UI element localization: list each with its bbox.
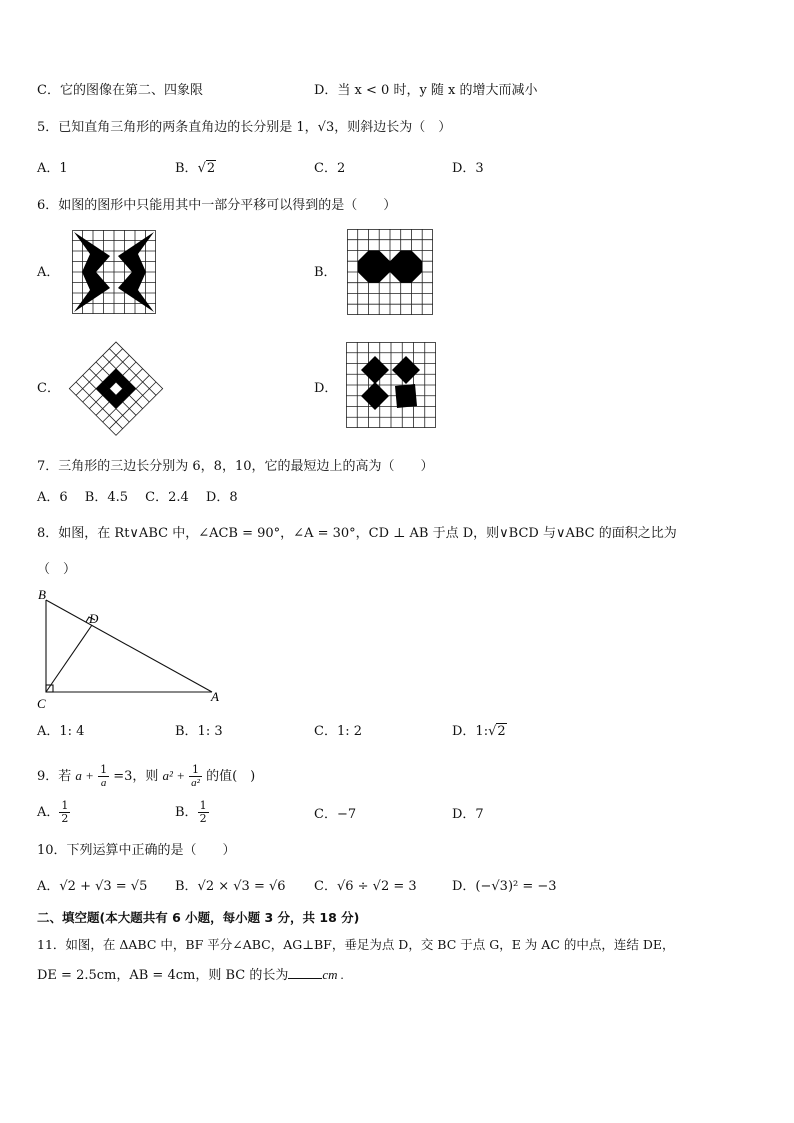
q9-fraction-2-num: 1 [189,764,202,777]
q6-stem: 6．如图的图形中只能用其中一部分平移可以得到的是（ ） [37,198,397,213]
q9-stem [37,763,255,790]
q6-figure-a [72,230,156,314]
q9-fraction-1-num: 1 [100,763,108,776]
q6-option-d: D． [314,381,338,396]
q8-option-d-label: D．1: [452,724,489,739]
q9-stem-suffix: 的值( ) [206,769,256,784]
q8-option-b: B．1: 3 [175,724,223,739]
q9-fraction-1 [98,764,109,789]
q6-figure-b [347,229,433,315]
q9-fraction-1-den: a [100,777,107,789]
q8-option-c: C．1: 2 [314,724,363,739]
q9-stem-a: a + [75,768,94,783]
q10-option-a: A．√2 + √3 = √5 [37,879,148,894]
q10-option-c: C．√6 ÷ √2 = 3 [314,879,417,894]
q10-option-b: B．√2 × √3 = √6 [175,879,286,894]
q6-option-a: A． [37,265,60,280]
q9-option-b-fraction [198,800,209,825]
section-fill-in-title: 二、填空题(本大题共有 6 小题，每小题 3 分，共 18 分) [37,910,360,925]
q8-stem: 8．如图，在 Rt∨ABC 中，∠ACB = 90°，∠A = 30°，CD ⊥ AB 于点 D，则∨BCD 与∨ABC 的面积之比为 [37,526,677,541]
q8-option-d-value: 2 [497,724,506,739]
q8-triangle-figure [34,584,226,712]
q8-label-d: D [89,611,99,626]
q9-fraction-2 [189,764,202,789]
q8-label-b: B [38,587,46,602]
q9-option-b-label: B． [175,805,198,820]
q11-answer-blank[interactable] [288,966,322,979]
q9-stem-prefix: 9．若 [37,769,72,784]
q7-stem: 7．三角形的三边长分别为 6，8，10，它的最短边上的高为（ ） [37,459,434,474]
q6-figure-d [346,342,436,428]
q9-option-c: C．−7 [314,807,357,822]
q9-option-a-label: A． [37,805,60,820]
q4-option-d: D．当 x < 0 时，y 随 x 的增大而减小 [314,83,538,98]
q10-option-d: D．(−√3)² = −3 [452,879,557,894]
q9-stem-eq: =3，则 [113,769,159,784]
q6-option-b: B． [314,265,337,280]
q9-fraction-2-den: a² [191,777,200,789]
q9-option-b-den: 2 [199,812,207,825]
q9-stem-a2: a² + [162,768,185,783]
q10-stem: 10．下列运算中正确的是（ ） [37,843,236,858]
q5-option-b [175,160,216,178]
q11-unit: cm . [322,967,345,982]
q8-label-c: C [37,696,46,711]
q9-option-a-fraction [59,800,70,825]
q9-option-d: D．7 [452,807,484,822]
q4-option-c: C．它的图像在第二、四象限 [37,83,203,98]
q8-option-d [452,723,507,741]
q5-option-d: D．3 [452,161,484,176]
q9-option-a [37,800,70,826]
q9-option-b-num: 1 [199,799,207,812]
q5-option-a: A．1 [37,161,68,176]
q7-options: A．6 B．4.5 C．2.4 D．8 [37,490,238,505]
q5-option-b-label: B． [175,161,198,176]
q9-option-a-den: 2 [61,812,69,825]
q6-option-c: C． [37,381,60,396]
q6-figure-c [66,340,166,436]
q5-option-b-value: 2 [206,161,216,176]
q8-label-a: A [211,689,219,704]
q5-option-c: C．2 [314,161,346,176]
q9-option-a-num: 1 [61,799,69,812]
sqrt-sign-icon: √ [488,724,497,739]
q11-line2-text: DE = 2.5cm，AB = 4cm，则 BC 的长为 [37,968,289,983]
q8-paren: （ ） [37,562,77,577]
q11-line2 [37,966,344,985]
sqrt-sign-icon: √ [197,161,206,176]
q9-option-b [175,800,209,826]
q11-line1: 11．如图，在 ΔABC 中，BF 平分∠ABC，AG⊥BF，垂足为点 D，交 BC 于点 G，E 为 AC 的中点，连结 DE， [37,937,675,952]
q8-option-a: A．1: 4 [37,724,85,739]
q5-stem: 5．已知直角三角形的两条直角边的长分别是 1，√3，则斜边长为（ ） [37,120,452,135]
